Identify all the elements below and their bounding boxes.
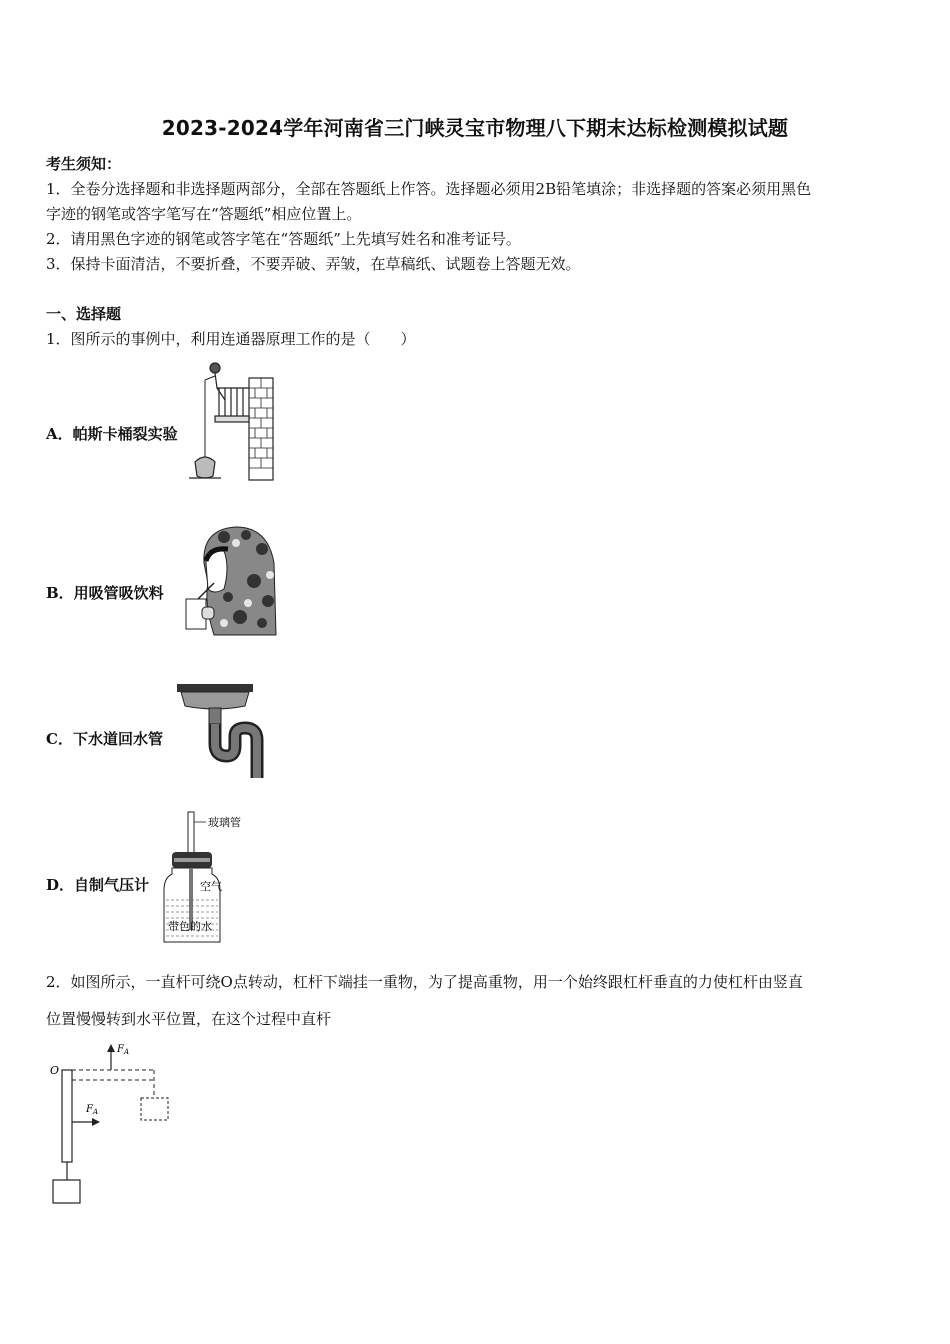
force-top-label: F [117,1044,124,1055]
tube-label: 玻璃管 [208,816,241,829]
notice-item-2: 2．请用黑色字迹的钢笔或答字笔在“答题纸”上先填写姓名和准考证号。 [46,230,521,248]
page-title: 2023-2024学年河南省三门峡灵宝市物理八下期末达标检测模拟试题 [161,116,789,140]
notice-item-1-line-2: 字迹的钢笔或答字笔写在“答题纸”相应位置上。 [46,205,362,223]
q1-option-c: C．下水道回水管 [46,730,163,748]
barometer-figure [160,808,250,948]
lever-figure [48,1040,178,1208]
q1-option-d: D．自制气压计 [46,876,150,894]
svg-text:FA [116,1044,129,1056]
q2-line-1: 2．如图所示，一直杆可绕O点转动，杠杆下端挂一重物，为了提高重物，用一个始终跟杠杆垂直的力使杠杆由竖直 [46,973,803,991]
pascal-barrel-figure [185,360,277,482]
air-label: 空气 [200,880,222,893]
notice-heading: 考生须知： [46,155,122,173]
svg-text:FA [85,1104,98,1116]
force-top-subscript: A [123,1048,130,1056]
force-side-label: F [86,1104,93,1115]
water-label: 带色的水 [168,920,212,933]
q1-option-b: B．用吸管吸饮料 [46,584,164,602]
drinking-straw-figure [184,523,278,637]
q2-line-2: 位置慢慢转到水平位置，在这个过程中直杆 [46,1010,332,1028]
section-heading: 一、选择题 [46,305,122,323]
q1-stem: 1．图所示的事例中，利用连通器原理工作的是（ ） [46,330,416,348]
force-side-subscript: A [92,1108,99,1116]
notice-item-3: 3．保持卡面清洁，不要折叠，不要弄破、弄皱，在草稿纸、试题卷上答题无效。 [46,255,581,273]
drain-trap-figure [175,682,271,782]
q1-option-a: A．帕斯卡桶裂实验 [46,425,178,443]
notice-item-1-line-1: 1．全卷分选择题和非选择题两部分，全部在答题纸上作答。选择题必须用2B铅笔填涂；非选择题的答案必须用黑色 [46,180,812,198]
pivot-label: O [50,1064,60,1077]
